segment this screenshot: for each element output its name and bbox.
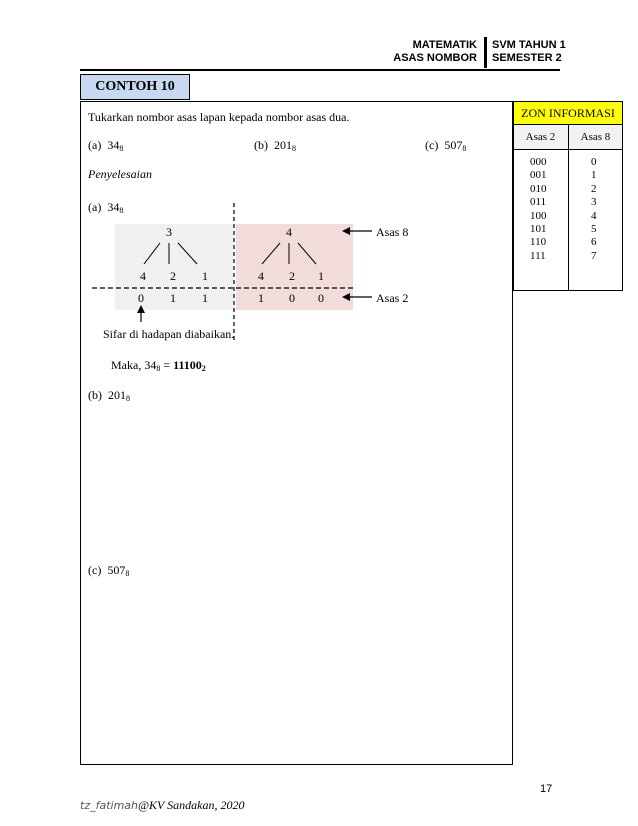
- zon-asas2-value: 010: [530, 182, 547, 195]
- footer-handle: tz_fatimah: [80, 799, 138, 812]
- zon-asas2-value: 110: [530, 236, 547, 249]
- binary-digit: 0: [138, 291, 144, 305]
- weight-digit: 2: [170, 269, 176, 283]
- branch-line: [298, 243, 316, 264]
- zon-asas8-value: 7: [591, 249, 597, 262]
- asas2-arrow-head: [342, 293, 350, 301]
- octal-digit: 4: [286, 225, 292, 239]
- footer-credit: [80, 798, 244, 813]
- penyelesaian-heading: Penyelesaian: [88, 167, 152, 181]
- zon-asas8-value: 6: [591, 236, 597, 249]
- binary-digit: 0: [318, 291, 324, 305]
- zon-informasi-title: ZON INFORMASI: [513, 101, 623, 125]
- leading-zero-note: Sifar di hadapan diabaikan.: [103, 327, 235, 341]
- asas8-arrow-head: [342, 227, 350, 235]
- weight-digit: 1: [202, 269, 208, 283]
- binary-digit: 1: [202, 291, 208, 305]
- zon-asas2-value: 000: [530, 156, 547, 168]
- header-subject-line1: MATEMATIK: [412, 39, 477, 51]
- answer-line: Maka, $34_8 = 11100_2$: [111, 358, 206, 373]
- zon-col-asas2-header: Asas 2: [525, 131, 556, 143]
- weight-digit: 4: [140, 269, 146, 283]
- contoh-label: CONTOH 10: [80, 74, 190, 100]
- zon-asas8-value: 3: [591, 196, 597, 209]
- asas2-label: Asas 2: [376, 291, 409, 305]
- question-text: Tukarkan nombor asas lapan kepada nombor asas dua.: [88, 110, 350, 124]
- branch-line: [262, 243, 280, 264]
- part-c-header: (c) $507_8$: [425, 138, 467, 153]
- solution-b-label: (b) $201_8$: [88, 388, 130, 403]
- binary-digit: 1: [170, 291, 176, 305]
- weight-digit: 4: [258, 269, 264, 283]
- weight-digit: 2: [289, 269, 295, 283]
- octal-digit: 3: [166, 225, 172, 239]
- zon-asas2-value: 100: [530, 209, 547, 222]
- zon-asas2-value: 001: [530, 169, 547, 182]
- header-course-line2: SEMESTER 2: [492, 52, 562, 64]
- zon-asas2-value: 011: [530, 196, 547, 209]
- solution-a-label: (a) $34_8$: [88, 200, 124, 215]
- zon-asas2-column: [530, 156, 547, 263]
- header-subject-line2: ASAS NOMBOR: [393, 52, 477, 64]
- page-number: 17: [540, 783, 553, 795]
- part-a-header: (a) $34_8$: [88, 138, 124, 153]
- header-course-line1: SVM TAHUN 1: [492, 39, 566, 51]
- zon-asas8-value: 2: [591, 182, 597, 195]
- weight-digit: 1: [318, 269, 324, 283]
- zon-asas8-column: [591, 156, 597, 263]
- zon-asas2-value: 101: [530, 223, 547, 236]
- zon-col-asas8-header: Asas 8: [580, 131, 611, 143]
- zon-column-divider: [568, 124, 569, 291]
- zon-asas8-value: 0: [591, 156, 597, 168]
- solution-c-label: (c) $507_8$: [88, 563, 130, 578]
- asas8-label: Asas 8: [376, 225, 409, 239]
- zon-asas8-value: 1: [591, 169, 597, 182]
- zero-arrow-head: [137, 305, 145, 313]
- zon-asas2-value: 111: [530, 249, 546, 262]
- footer-credit-rest: @KV Sandakan, 2020: [138, 798, 245, 812]
- zon-asas8-value: 4: [591, 209, 597, 222]
- branch-line: [178, 243, 197, 264]
- zon-asas8-value: 5: [591, 223, 597, 236]
- branch-line: [144, 243, 160, 264]
- binary-digit: 1: [258, 291, 264, 305]
- binary-digit: 0: [289, 291, 295, 305]
- part-b-header: (b) $201_8$: [254, 138, 296, 153]
